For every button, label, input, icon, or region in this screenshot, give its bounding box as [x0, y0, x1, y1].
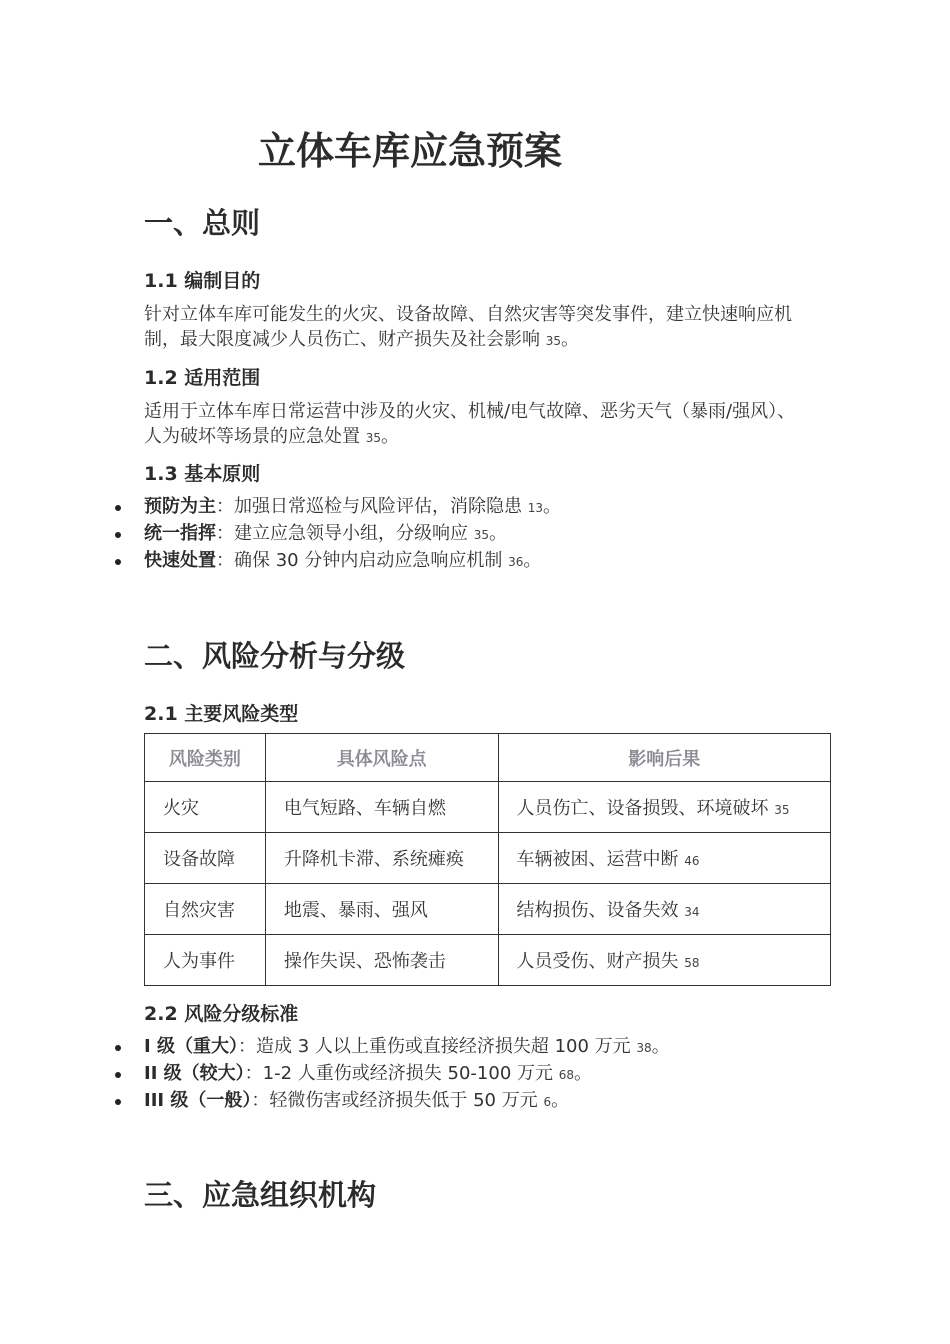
- table-row: [145, 935, 831, 986]
- section-1-2-text: 适用于立体车库日常运营中涉及的火灾、机械/电气故障、恶劣天气（暴雨/强风）、人为破坏等场景的应急处置: [144, 401, 796, 447]
- list-item-term: III 级（一般）: [144, 1090, 252, 1111]
- list-item-term: 快速处置: [144, 550, 216, 571]
- list-item-sep: ：: [216, 550, 234, 571]
- list-item-sep: ：: [244, 1063, 263, 1084]
- cell-category: 火灾: [145, 782, 266, 833]
- cell-result: [498, 833, 830, 884]
- list-item-text: 确保 30 分钟内启动应急响应机制: [234, 550, 503, 571]
- section-1-3-heading: 1.3 基本原则: [144, 463, 261, 485]
- list-item-text: 建立应急领导小组，分级响应: [234, 523, 468, 544]
- citation-ref: 36: [508, 555, 524, 569]
- cell-category: 自然灾害: [145, 884, 266, 935]
- citation-ref: 35: [473, 528, 490, 542]
- list-item-sep: ：: [251, 1090, 270, 1111]
- cell-result-text: 车辆被困、运营中断: [516, 849, 679, 870]
- section-1-1-text: 针对立体车库可能发生的火灾、设备故障、自然灾害等突发事件，建立快速响应机制，最大限度减少人员伤亡、财产损失及社会影响: [144, 304, 792, 350]
- cell-category: 设备故障: [145, 833, 266, 884]
- section-1-1-paragraph: [144, 302, 804, 354]
- table-row: [145, 884, 831, 935]
- citation-ref: 38: [636, 1041, 652, 1055]
- section-1-2-paragraph: [144, 399, 804, 451]
- sentence-end: 。: [551, 1090, 570, 1111]
- sentence-end: 。: [651, 1036, 670, 1057]
- sentence-end: 。: [574, 1063, 593, 1084]
- list-item-term: I 级（重大）: [144, 1036, 238, 1057]
- list-item: [144, 548, 844, 575]
- list-item-sep: ：: [237, 1036, 256, 1057]
- section-1-1-heading: 1.1 编制目的: [144, 270, 261, 292]
- citation-ref: 68: [558, 1068, 575, 1082]
- table-row: [145, 833, 831, 884]
- cell-points: 操作失误、恐怖袭击: [265, 935, 498, 986]
- list-item-sep: ：: [216, 496, 234, 517]
- section-3-heading: 三、应急组织机构: [144, 1178, 377, 1212]
- citation-ref: 13: [527, 501, 544, 515]
- citation-ref: 35: [545, 334, 562, 348]
- list-item-text: 加强日常巡检与风险评估，消除隐患: [234, 496, 522, 517]
- bullet-icon: [115, 505, 121, 511]
- citation-ref: 58: [684, 956, 700, 970]
- table-row: [145, 782, 831, 833]
- cell-points: 电气短路、车辆自燃: [265, 782, 498, 833]
- section-1-heading: 一、总则: [144, 206, 261, 240]
- cell-points: 地震、暴雨、强风: [265, 884, 498, 935]
- document-title: 立体车库应急预案: [258, 129, 563, 173]
- list-item: [144, 521, 844, 548]
- list-item-term: 预防为主: [144, 496, 216, 517]
- sentence-end: 。: [381, 426, 400, 447]
- citation-ref: 35: [365, 431, 382, 445]
- bullet-icon: [115, 532, 121, 538]
- column-header-result: 影响后果: [498, 734, 830, 782]
- citation-ref: 46: [684, 854, 700, 868]
- citation-ref: 6: [543, 1095, 552, 1109]
- column-header-category: 风险类别: [145, 734, 266, 782]
- list-item: [144, 1088, 844, 1115]
- risk-types-table: [144, 733, 831, 986]
- list-item: [144, 1034, 844, 1061]
- cell-result: [498, 782, 830, 833]
- list-item-term: 统一指挥: [144, 523, 216, 544]
- cell-points: 升降机卡滞、系统瘫痪: [265, 833, 498, 884]
- sentence-end: 。: [543, 496, 562, 517]
- basic-principles-list: [144, 494, 844, 575]
- list-item: [144, 1061, 844, 1088]
- cell-result-text: 人员伤亡、设备损毁、环境破坏: [516, 798, 769, 819]
- section-2-heading: 二、风险分析与分级: [144, 639, 406, 673]
- list-item-text: 造成 3 人以上重伤或直接经济损失超 100 万元: [255, 1036, 631, 1057]
- cell-result-text: 人员受伤、财产损失: [516, 951, 679, 972]
- table-header-row: [145, 734, 831, 782]
- sentence-end: 。: [561, 329, 580, 350]
- cell-category: 人为事件: [145, 935, 266, 986]
- cell-result-text: 结构损伤、设备失效: [516, 900, 679, 921]
- cell-result: [498, 935, 830, 986]
- citation-ref: 35: [774, 803, 790, 817]
- section-2-2-heading: 2.2 风险分级标准: [144, 1003, 299, 1025]
- citation-ref: 34: [684, 905, 700, 919]
- section-2-1-heading: 2.1 主要风险类型: [144, 703, 299, 725]
- bullet-icon: [115, 1099, 121, 1105]
- list-item-text: 轻微伤害或经济损失低于 50 万元: [269, 1090, 538, 1111]
- sentence-end: 。: [523, 550, 542, 571]
- list-item-text: 1-2 人重伤或经济损失 50-100 万元: [262, 1063, 553, 1084]
- list-item-term: II 级（较大）: [144, 1063, 245, 1084]
- sentence-end: 。: [489, 523, 508, 544]
- section-1-2-heading: 1.2 适用范围: [144, 367, 261, 389]
- list-item-sep: ：: [216, 523, 234, 544]
- bullet-icon: [115, 1072, 121, 1078]
- bullet-icon: [115, 1045, 121, 1051]
- risk-levels-list: [144, 1034, 844, 1115]
- list-item: [144, 494, 844, 521]
- column-header-points: 具体风险点: [265, 734, 498, 782]
- bullet-icon: [115, 559, 121, 565]
- cell-result: [498, 884, 830, 935]
